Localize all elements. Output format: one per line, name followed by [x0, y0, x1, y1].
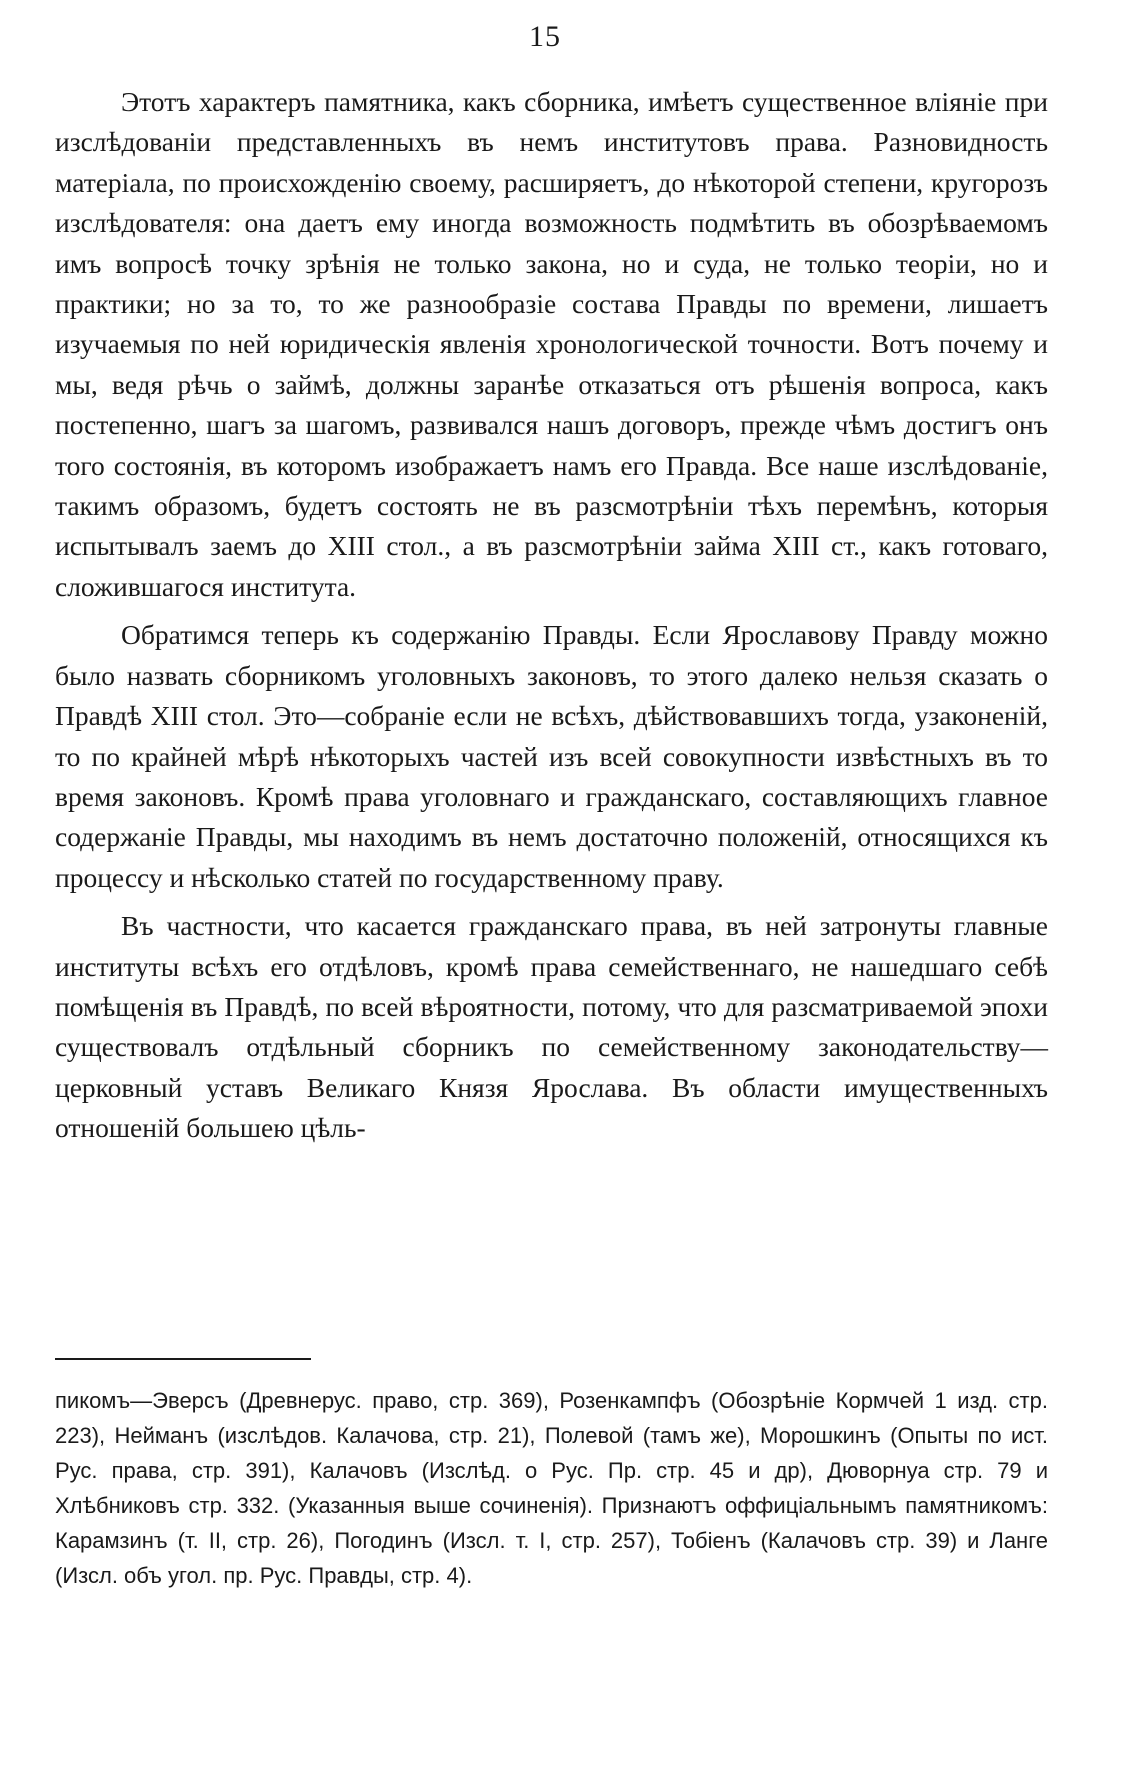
- main-text: [55, 82, 1048, 1149]
- paragraph: Этотъ характеръ памятника, какъ сборника, имѣетъ существенное вліяніе при изслѣдованіи представленныхъ въ немъ институтовъ права. Разновидность матеріала, по происхожденію своему, расширяетъ, до нѣкоторой степени, кругорозъ изслѣдователя: она даетъ ему иногда возможность подмѣтить въ обозрѣваемомъ имъ вопросѣ точку зрѣнія не только закона, но и суда, не только теоріи, но и практики; но за то, то же разнообразіе состава Правды по времени, лишаетъ изучаемыя по ней юридическія явленія хронологической точности. Вотъ почему и мы, ведя рѣчь о займѣ, должны заранѣе отказаться отъ рѣшенія вопроса, какъ постепенно, шагъ за шагомъ, развивался нашъ договоръ, прежде чѣмъ достигъ онъ того состоянія, въ которомъ изображаетъ намъ его Правда. Все наше изслѣдованіе, такимъ образомъ, будетъ состоять не въ разсмотрѣніи тѣхъ перемѣнъ, которыя испытывалъ заемъ до XIII стол., а въ разсмотрѣніи займа XIII ст., какъ готоваго, сложившагося института.: [55, 86, 1048, 602]
- footnote-divider: [55, 1358, 311, 1360]
- paragraph: Обратимся теперь къ содержанію Правды. Если Ярославову Правду можно было назвать сборникомъ уголовныхъ законовъ, то этого далеко нельзя сказать о Правдѣ XIII стол. Это—собраніе если не всѣхъ, дѣйствовавшихъ тогда, узаконеній, то по крайней мѣрѣ нѣкоторыхъ частей изъ всей совокупности извѣстныхъ въ то время законовъ. Кромѣ права уголовнаго и гражданскаго, составляющихъ главное содержаніе Правды, мы находимъ въ немъ достаточно положеній, относящихся къ процессу и нѣсколько статей по государственному праву.: [55, 619, 1048, 893]
- paragraph: Въ частности, что касается гражданскаго права, въ ней затронуты главные институты всѣхъ его отдѣловъ, кромѣ права семейственнаго, не нашедшаго себѣ помѣщенія въ Правдѣ, по всей вѣроятности, потому, что для разсматриваемой эпохи существовалъ отдѣльный сборникъ по семейственному законодательству—церковный уставъ Великаго Князя Ярослава. Въ области имущественныхъ отношеній большею цѣль-: [55, 910, 1048, 1144]
- footnote: пикомъ—Эверсъ (Древнерус. право, стр. 369), Розенкампфъ (Обозрѣніе Кормчей 1 изд. стр. 223), Нейманъ (изслѣдов. Калачова, стр. 21), Полевой (тамъ же), Морошкинъ (Опыты по ист. Рус. права, стр. 391), Калачовъ (Изслѣд. о Рус. Пр. стр. 45 и др), Дюворнуа стр. 79 и Хлѣбниковъ стр. 332. (Указанныя выше сочиненія). Признаютъ оффиціальнымъ памятникомъ: Карамзинъ (т. II, стр. 26), Погодинъ (Изсл. т. I, стр. 257), Тобіенъ (Калачовъ стр. 39) и Ланге (Изсл. объ угол. пр. Рус. Правды, стр. 4).: [55, 1388, 1048, 1588]
- page-number: 15: [529, 20, 561, 53]
